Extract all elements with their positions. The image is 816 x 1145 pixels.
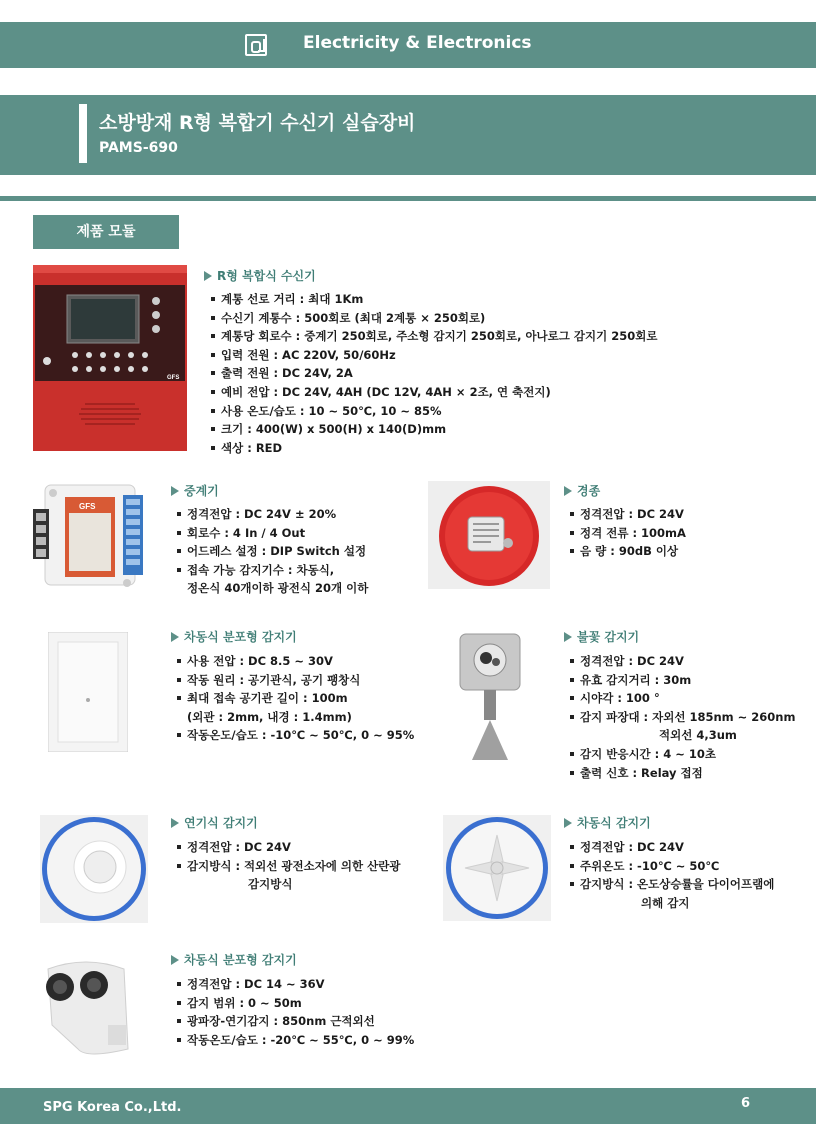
list-item: 작동 원리 : 공기관식, 공기 팽창식 [177,671,414,690]
triangle-bullet-icon [204,271,212,281]
rate-of-rise-spec-list [570,838,774,912]
list-item: 수신기 계통수 : 500회로 (최대 2계통 × 250회로) [211,309,657,328]
section-divider [0,196,816,201]
relay-title: 중계기 [171,482,219,499]
list-item: 입력 전원 : AC 220V, 50/60Hz [211,346,657,365]
list-item: 정격전압 : DC 24V ± 20% [177,505,368,524]
list-item: 정격 전류 : 100mA [570,524,686,543]
smoke-detector-image [40,815,148,923]
list-item: 주위온도 : -10℃ ~ 50℃ [570,857,774,876]
list-item: 정격전압 : DC 24V [570,838,774,857]
list-item: 감지 반응시간 : 4 ~ 10초 [570,745,795,764]
beam-detector-image [38,955,134,1059]
relay-image [31,479,148,592]
list-item: 작동온도/습도 : -10℃ ~ 50℃, 0 ~ 95% [177,726,414,745]
list-item: 감지방식 [248,877,293,892]
list-item: 최대 접속 공기관 길이 : 100m [177,689,414,708]
list-item: 계통당 회로수 : 중계기 250회로, 주소형 감지기 250회로, 아나로그 감지기 250회로 [211,327,657,346]
triangle-bullet-icon [564,632,572,642]
list-item: 의해 감지 [641,895,690,910]
list-item: 출력 전원 : DC 24V, 2A [211,364,657,383]
list-item: 사용 전압 : DC 8.5 ~ 30V [177,652,414,671]
list-item: 색상 : RED [211,439,657,458]
heat-detector-image [443,815,551,921]
footer-bar [0,1088,816,1124]
list-item: 음 량 : 90dB 이상 [570,542,686,561]
list-item: 감지방식 : 적외선 광전소자에 의한 산란광 [177,857,400,876]
distributed-spec-list [177,652,414,745]
list-item: 계통 선로 거리 : 최대 1Km [211,290,657,309]
smoke-spec-list [177,838,400,894]
list-item: 크기 : 400(W) x 500(H) x 140(D)mm [211,420,657,439]
list-item: (외관 : 2mm, 내경 : 1.4mm) [187,709,352,724]
receiver-title: R형 복합식 수신기 [204,267,316,284]
list-item: 접속 가능 감지기수 : 차동식, [177,561,368,580]
flame-detector-image [452,630,528,765]
plug-icon [245,34,267,56]
product-model: PAMS-690 [99,140,178,156]
footer-company: SPG Korea Co.,Ltd. [43,1100,182,1115]
list-item: 광파장-연기감지 : 850nm 근적외선 [177,1012,414,1031]
list-item: 정온식 40개이하 광전식 20개 이하 [187,581,369,596]
list-item: 정격전압 : DC 24V [570,505,686,524]
flame-title: 불꽃 감지기 [564,628,639,645]
list-item: 작동온도/습도 : -20℃ ~ 55℃, 0 ~ 99% [177,1031,414,1050]
triangle-bullet-icon [171,818,179,828]
list-item: 예비 전압 : DC 24V, 4AH (DC 12V, 4AH × 2조, 연 축전지) [211,383,657,402]
list-item: 유효 감지거리 : 30m [570,671,795,690]
receiver-brand-logo: GFS [167,375,180,381]
list-item: 감지 범위 : 0 ~ 50m [177,994,414,1013]
list-item: 감지 파장대 : 자외선 185nm ~ 260nm [570,708,795,727]
triangle-bullet-icon [171,486,179,496]
list-item: 어드레스 설정 : DIP Switch 설정 [177,542,368,561]
receiver-image [33,265,187,451]
title-accent-bar [79,104,87,163]
triangle-bullet-icon [171,632,179,642]
triangle-bullet-icon [564,818,572,828]
list-item: 출력 신호 : Relay 접점 [570,764,795,783]
list-item: 시야각 : 100 ° [570,689,795,708]
page-number: 6 [741,1096,751,1111]
beam-spec-list [177,975,414,1049]
rate-of-rise-title: 차동식 감지기 [564,814,651,831]
header-title: Electricity & Electronics [303,33,532,53]
relay-brand-logo: GFS [79,502,96,511]
smoke-title: 연기식 감지기 [171,814,258,831]
triangle-bullet-icon [564,486,572,496]
list-item: 적외선 4,3um [659,728,737,743]
triangle-bullet-icon [171,955,179,965]
product-title-bar [0,95,816,175]
receiver-spec-list [211,290,657,457]
beam-title: 차동식 분포형 감지기 [171,951,297,968]
flame-spec-list [570,652,795,782]
bell-image [428,481,550,589]
relay-spec-list [177,505,368,598]
section-label: 제품 모듈 [33,215,179,249]
bell-title: 경종 [564,482,600,499]
list-item: 정격전압 : DC 14 ~ 36V [177,975,414,994]
list-item: 회로수 : 4 In / 4 Out [177,524,368,543]
distributed-title: 차동식 분포형 감지기 [171,628,297,645]
header-bar [0,22,816,68]
product-title: 소방방재 R형 복합기 수신기 실습장비 [99,112,416,134]
list-item: 감지방식 : 온도상승률을 다이어프램에 [570,875,774,894]
list-item: 사용 온도/습도 : 10 ~ 50℃, 10 ~ 85% [211,402,657,421]
list-item: 정격전압 : DC 24V [177,838,400,857]
list-item: 정격전압 : DC 24V [570,652,795,671]
bell-spec-list [570,505,686,561]
air-tube-detector-image [48,632,128,752]
